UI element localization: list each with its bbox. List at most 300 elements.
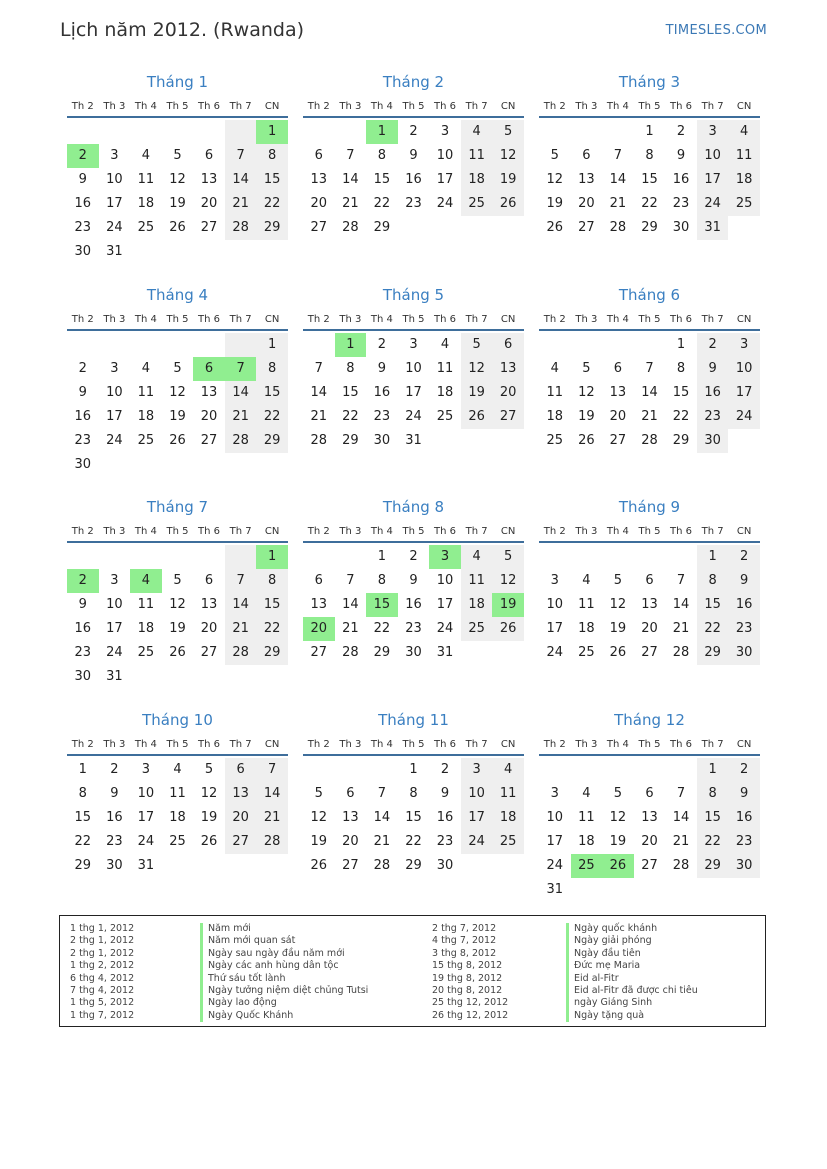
day-grid [539,333,760,453]
holiday-legend [59,915,766,1027]
day-cell: 18 [461,593,493,617]
day-cell: 19 [461,381,493,405]
day-cell: 4 [582,573,591,588]
empty-cell [461,641,493,665]
day-cell: 15 [256,168,288,192]
day-cell: 16 [74,196,92,211]
empty-cell [539,545,571,569]
day-cell: 6 [314,148,323,163]
empty-cell [602,758,634,782]
empty-cell [193,665,225,689]
day-cell: 4 [141,148,151,163]
legend-name: Eid al-Fitr đã được chi tiêu [566,985,698,997]
legend-date: 2 thg 7, 2012 [432,923,497,934]
legend-date: 20 thg 8, 2012 [432,984,503,996]
day-cell: 22 [373,621,391,636]
day-cell: 27 [225,830,257,854]
day-cell: 19 [310,834,328,849]
day-cell: 26 [578,433,595,448]
day-cell: 21 [342,621,359,636]
weekday-label: Th 5 [166,526,189,537]
day-cell: 5 [550,148,559,163]
month-8 [303,495,524,665]
legend-date: 6 thg 4, 2012 [70,972,135,984]
day-cell: 15 [373,172,391,187]
legend-date: 3 thg 8, 2012 [432,947,497,959]
day-cell: 25 [461,617,493,641]
day-cell: 11 [578,810,595,825]
month-3 [539,70,760,240]
day-cell: 31 [546,882,564,897]
day-cell: 23 [405,621,422,636]
weekday-label: Th 3 [575,739,598,750]
empty-cell [225,453,257,477]
month-name: Tháng 12 [614,711,685,729]
day-cell: 6 [204,148,214,163]
day-cell: 13 [641,597,658,612]
day-cell: 11 [578,597,595,612]
day-cell: 18 [578,834,595,849]
day-cell: 30 [436,858,454,873]
legend-date: 15 thg 8, 2012 [432,960,503,972]
weekday-label: Th 4 [606,101,629,112]
day-cell: 23 [728,830,760,854]
empty-cell [429,429,461,453]
day-cell: 20 [310,196,328,211]
day-cell: 11 [546,385,564,400]
empty-cell [256,665,288,689]
day-cell: 29 [373,645,391,660]
weekday-label: Th 2 [543,526,566,537]
empty-cell [728,216,760,240]
empty-cell [461,854,493,878]
empty-cell [99,453,131,477]
day-cell: 28 [225,429,257,453]
day-cell: 8 [256,569,288,593]
empty-cell [366,758,398,782]
day-grid [303,333,524,453]
day-cell: 16 [672,172,690,187]
day-cell: 21 [672,834,690,849]
weekday-label: Th 2 [543,739,566,750]
empty-cell [130,120,162,144]
day-cell: 28 [310,433,328,448]
month-5 [303,283,524,453]
day-cell: 27 [200,645,218,660]
day-cell: 18 [137,196,155,211]
day-cell: 1 [335,333,367,357]
weekday-label: Th 7 [465,101,488,112]
empty-cell [193,120,225,144]
day-cell: 7 [645,361,654,376]
day-cell: 17 [405,385,422,400]
day-cell: 16 [728,806,760,830]
empty-cell [225,854,257,878]
brand-link[interactable]: TIMESLES.COM [665,23,767,38]
legend-name: Ngày đầu tiên [566,948,698,960]
empty-cell [225,333,257,357]
day-grid [67,120,288,264]
day-cell: 29 [342,433,359,448]
day-cell: 25 [578,645,595,660]
weekday-label: Th 4 [606,739,629,750]
empty-cell [225,545,257,569]
day-cell: 5 [173,573,182,588]
empty-cell [602,120,634,144]
day-cell: 24 [461,830,493,854]
day-cell: 31 [405,433,422,448]
day-cell: 4 [440,337,450,352]
weekday-label: CN [500,739,516,750]
day-cell: 13 [578,172,595,187]
day-cell: 16 [728,593,760,617]
day-cell: 15 [366,593,398,617]
day-cell: 16 [106,810,123,825]
day-cell: 7 [314,361,323,376]
empty-cell [634,545,666,569]
empty-cell [162,545,194,569]
day-cell: 23 [405,196,422,211]
day-cell: 17 [106,196,123,211]
day-cell: 18 [546,409,564,424]
day-cell: 9 [78,172,87,187]
day-cell: 6 [613,361,623,376]
day-cell: 22 [672,409,690,424]
day-cell: 9 [110,786,119,801]
day-cell: 15 [697,806,729,830]
weekday-label: Th 6 [198,101,221,112]
day-grid [539,120,760,240]
legend-date: 19 thg 8, 2012 [432,972,503,984]
day-cell: 30 [373,433,391,448]
day-cell: 20 [578,196,595,211]
day-cell: 27 [641,858,658,873]
day-cell: 15 [256,381,288,405]
legend-date: 1 thg 5, 2012 [70,997,135,1009]
weekday-header [67,524,288,543]
weekday-label: Th 4 [606,526,629,537]
day-cell: 21 [225,617,257,641]
empty-cell [492,216,524,240]
empty-cell [539,333,571,357]
day-cell: 6 [492,333,524,357]
day-cell: 21 [609,196,627,211]
legend-name: Eid al-Fitr [566,973,698,985]
day-cell: 25 [546,433,564,448]
weekday-label: Th 3 [103,101,126,112]
day-cell: 11 [137,172,155,187]
day-cell: 31 [106,244,123,259]
month-name: Tháng 7 [146,498,209,516]
empty-cell [492,854,524,878]
day-cell: 9 [78,385,87,400]
weekday-label: Th 6 [198,526,221,537]
day-cell: 3 [728,333,760,357]
day-cell: 15 [256,593,288,617]
day-cell: 1 [697,758,729,782]
day-cell: 18 [137,409,155,424]
day-cell: 29 [74,858,92,873]
empty-cell [99,545,131,569]
day-cell: 28 [342,220,359,235]
day-cell: 2 [67,144,99,168]
day-cell: 20 [641,834,658,849]
legend-name: Ngày lao động [200,997,368,1009]
empty-cell [728,878,760,902]
empty-cell [67,333,99,357]
day-cell: 20 [303,617,335,641]
day-cell: 15 [641,172,658,187]
day-cell: 18 [728,168,760,192]
legend-date: 25 thg 12, 2012 [432,997,509,1009]
day-cell: 31 [436,645,454,660]
weekday-label: Th 6 [434,314,457,325]
empty-cell [162,120,194,144]
day-cell: 30 [74,669,92,684]
weekday-header [303,737,524,756]
day-cell: 7 [377,786,387,801]
day-cell: 14 [672,810,690,825]
day-cell: 14 [672,597,690,612]
weekday-header [303,99,524,118]
day-cell: 28 [342,645,359,660]
month-name: Tháng 5 [382,286,445,304]
day-cell: 5 [492,120,524,144]
weekday-label: Th 5 [402,739,425,750]
day-cell: 17 [728,381,760,405]
empty-cell [67,120,99,144]
day-cell: 16 [74,409,92,424]
empty-cell [225,240,257,264]
day-cell: 27 [310,645,328,660]
day-cell: 6 [645,573,654,588]
legend-name: Ngày Quốc Khánh [200,1010,368,1022]
day-cell: 10 [546,810,564,825]
day-cell: 7 [256,758,288,782]
day-cell: 8 [409,786,418,801]
day-cell: 5 [204,762,214,777]
day-cell: 25 [728,192,760,216]
month-1 [67,70,288,264]
day-cell: 24 [106,433,123,448]
weekday-header [67,312,288,331]
day-cell: 14 [342,172,359,187]
day-cell: 9 [697,357,729,381]
day-cell: 10 [106,385,123,400]
day-cell: 19 [200,810,218,825]
day-cell: 10 [106,597,123,612]
day-cell: 19 [169,621,186,636]
empty-cell [335,120,367,144]
weekday-label: Th 2 [307,101,330,112]
legend-date: 1 thg 2, 2012 [70,960,135,972]
weekday-header [539,737,760,756]
day-cell: 12 [310,810,328,825]
day-cell: 22 [697,617,729,641]
day-cell: 10 [436,573,454,588]
weekday-label: Th 3 [575,101,598,112]
day-cell: 13 [200,385,218,400]
legend-name: Ngày tặng quà [566,1010,698,1022]
weekday-label: Th 2 [71,739,94,750]
empty-cell [539,758,571,782]
day-cell: 10 [728,357,760,381]
day-cell: 24 [106,645,123,660]
weekday-label: Th 7 [229,526,252,537]
day-cell: 5 [461,333,493,357]
day-cell: 12 [169,385,186,400]
day-cell: 18 [169,810,186,825]
empty-cell [571,120,603,144]
weekday-label: Th 6 [670,101,693,112]
empty-cell [602,878,634,902]
month-7 [67,495,288,689]
empty-cell [303,333,335,357]
day-cell: 9 [728,782,760,806]
weekday-label: Th 5 [402,101,425,112]
day-cell: 8 [78,786,87,801]
day-cell: 8 [377,148,387,163]
day-cell: 3 [461,758,493,782]
day-cell: 25 [436,409,454,424]
day-grid [67,758,288,878]
day-cell: 14 [641,385,658,400]
empty-cell [162,453,194,477]
day-cell: 19 [578,409,595,424]
weekday-label: Th 2 [71,101,94,112]
weekday-label: CN [264,314,280,325]
day-cell: 19 [492,168,524,192]
day-cell: 28 [672,858,690,873]
empty-cell [303,758,335,782]
weekday-label: Th 2 [543,314,566,325]
empty-cell [728,429,760,453]
empty-cell [225,665,257,689]
day-cell: 23 [106,834,123,849]
day-cell: 1 [256,333,288,357]
day-cell: 7 [225,144,257,168]
weekday-label: Th 6 [670,314,693,325]
day-cell: 16 [697,381,729,405]
empty-cell [429,216,461,240]
day-cell: 10 [546,597,564,612]
weekday-label: CN [500,101,516,112]
day-cell: 5 [613,786,623,801]
day-cell: 11 [436,361,454,376]
day-cell: 10 [697,144,729,168]
empty-cell [99,333,131,357]
weekday-label: Th 5 [166,314,189,325]
weekday-label: Th 2 [71,526,94,537]
day-cell: 2 [728,545,760,569]
day-cell: 25 [137,645,155,660]
day-cell: 24 [546,858,564,873]
day-cell: 19 [609,834,627,849]
day-cell: 14 [342,597,359,612]
day-cell: 30 [405,645,422,660]
day-cell: 3 [141,762,151,777]
day-cell: 28 [672,645,690,660]
empty-cell [697,878,729,902]
day-cell: 14 [256,782,288,806]
weekday-label: Th 2 [543,101,566,112]
empty-cell [193,240,225,264]
weekday-label: Th 6 [434,526,457,537]
day-cell: 5 [173,148,182,163]
day-cell: 12 [546,172,564,187]
weekday-label: Th 7 [701,739,724,750]
legend-name: Ngày quốc khánh [566,923,698,935]
weekday-label: Th 5 [638,526,661,537]
day-cell: 28 [225,641,257,665]
day-cell: 4 [461,545,493,569]
day-cell: 21 [225,192,257,216]
day-cell: 13 [200,172,218,187]
day-cell: 14 [225,381,257,405]
day-cell: 20 [200,196,218,211]
day-cell: 6 [314,573,323,588]
empty-cell [571,878,603,902]
legend-date: 2 thg 1, 2012 [70,947,135,959]
day-cell: 12 [461,357,493,381]
empty-cell [225,120,257,144]
day-cell: 20 [225,806,257,830]
day-cell: 13 [200,597,218,612]
legend-date: 4 thg 7, 2012 [432,935,497,947]
day-cell: 21 [342,196,359,211]
day-cell: 22 [697,830,729,854]
day-cell: 14 [225,593,257,617]
day-cell: 15 [405,810,422,825]
day-cell: 25 [461,192,493,216]
month-2 [303,70,524,240]
day-cell: 11 [461,569,493,593]
day-cell: 31 [137,858,155,873]
weekday-label: CN [736,101,752,112]
day-cell: 18 [461,168,493,192]
day-cell: 5 [582,361,591,376]
day-cell: 25 [137,433,155,448]
day-cell: 27 [492,405,524,429]
day-cell: 9 [440,786,450,801]
day-cell: 1 [409,762,418,777]
month-9 [539,495,760,665]
day-cell: 25 [169,834,186,849]
empty-cell [256,240,288,264]
day-grid [539,545,760,665]
day-cell: 13 [492,357,524,381]
weekday-label: Th 6 [434,739,457,750]
day-cell: 9 [409,573,418,588]
day-cell: 14 [310,385,328,400]
day-cell: 3 [110,573,119,588]
day-cell: 17 [461,806,493,830]
day-cell: 26 [609,645,627,660]
legend-right-dates [432,923,508,1022]
day-cell: 29 [256,216,288,240]
day-cell: 29 [373,220,391,235]
weekday-label: Th 4 [134,526,157,537]
month-name: Tháng 11 [378,711,449,729]
page-title: Lịch năm 2012. (Rwanda) [60,19,305,41]
legend-name: Năm mới [200,923,368,935]
empty-cell [130,453,162,477]
month-6 [539,283,760,453]
weekday-label: Th 6 [198,739,221,750]
day-cell: 5 [613,573,623,588]
weekday-label: Th 5 [402,314,425,325]
day-cell: 19 [169,196,186,211]
